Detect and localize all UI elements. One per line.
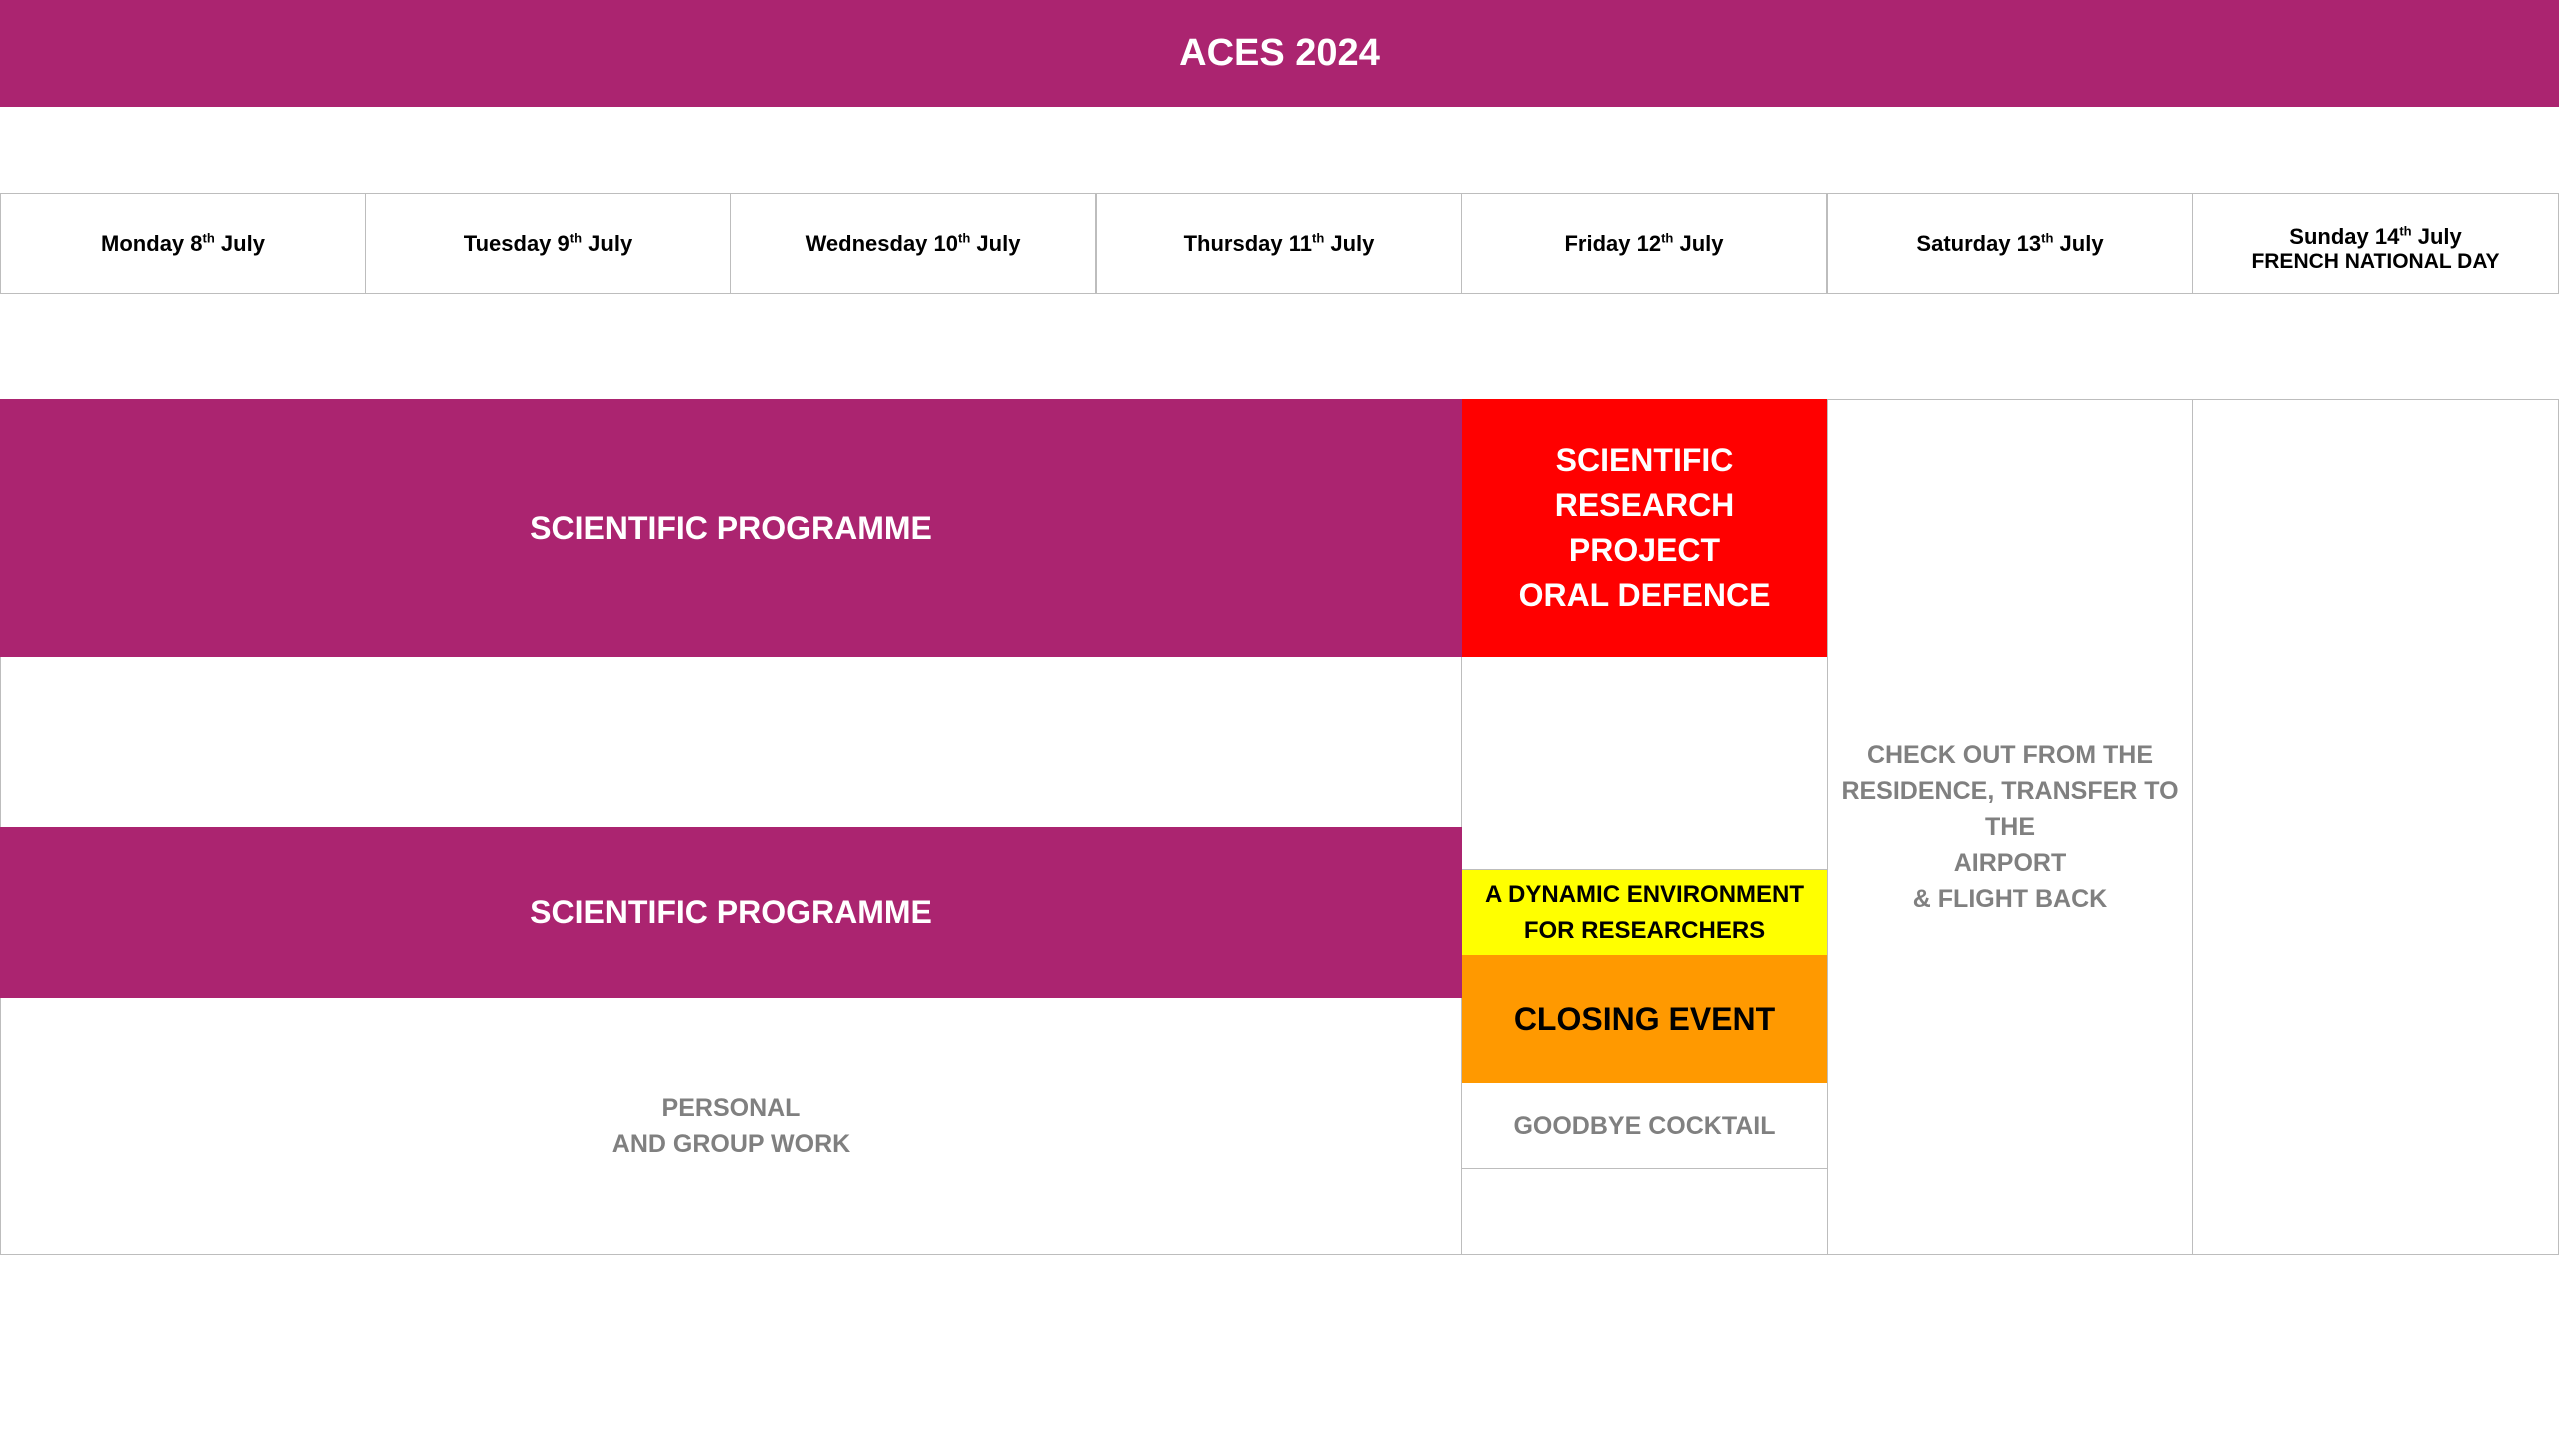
morning-programme-label: SCIENTIFIC PROGRAMME bbox=[530, 509, 932, 546]
goodbye-cocktail-label: GOODBYE COCKTAIL bbox=[1513, 1111, 1776, 1140]
dynamic-environment-label: A DYNAMIC ENVIRONMENT FOR RESEARCHERS bbox=[1484, 880, 1805, 944]
day-label: Thursday 11th July bbox=[1183, 230, 1375, 256]
closing-event-block bbox=[1462, 955, 1827, 1083]
personal-work-block bbox=[0, 998, 1462, 1254]
oral-defence-label: SCIENTIFIC RESEARCH PROJECT ORAL DEFENCE bbox=[1518, 442, 1771, 613]
day-label: Saturday 13th July bbox=[1916, 230, 2104, 256]
day-header-sunday bbox=[2192, 193, 2559, 294]
day-label: Monday 8th July bbox=[101, 230, 265, 256]
day-header-monday bbox=[0, 193, 366, 294]
sunday-empty-block bbox=[2193, 400, 2558, 1254]
page-title-bar bbox=[0, 0, 2559, 107]
day-header-friday bbox=[1461, 193, 1827, 294]
afternoon-programme-label: SCIENTIFIC PROGRAMME bbox=[530, 894, 932, 930]
day-label: Sunday 14th July bbox=[2289, 223, 2462, 249]
page-title: ACES 2024 bbox=[1179, 32, 1380, 74]
day-label: Tuesday 9th July bbox=[463, 230, 633, 256]
afternoon-programme-block bbox=[0, 827, 1462, 998]
grid-line-cocktail-bottom bbox=[1461, 1168, 1827, 1169]
dynamic-environment-block bbox=[1462, 869, 1827, 955]
morning-programme-block bbox=[0, 399, 1462, 657]
goodbye-cocktail-block bbox=[1462, 1083, 1827, 1168]
day-header-thursday bbox=[1096, 193, 1462, 294]
day-header-tuesday bbox=[365, 193, 731, 294]
oral-defence-block bbox=[1462, 399, 1827, 657]
personal-work-label: PERSONAL AND GROUP WORK bbox=[611, 1094, 851, 1158]
day-note: FRENCH NATIONAL DAY bbox=[2251, 249, 2500, 273]
day-label: Friday 12th July bbox=[1564, 230, 1724, 256]
day-header-wednesday bbox=[730, 193, 1096, 294]
closing-event-label: CLOSING EVENT bbox=[1513, 1000, 1776, 1037]
day-header-saturday bbox=[1827, 193, 2193, 294]
checkout-label: CHECK OUT FROM THE RESIDENCE, TRANSFER TO THE AIRPORT & FLIGHT BACK bbox=[1841, 741, 2179, 913]
checkout-block bbox=[1828, 400, 2192, 1254]
day-label: Wednesday 10th July bbox=[805, 230, 1021, 256]
